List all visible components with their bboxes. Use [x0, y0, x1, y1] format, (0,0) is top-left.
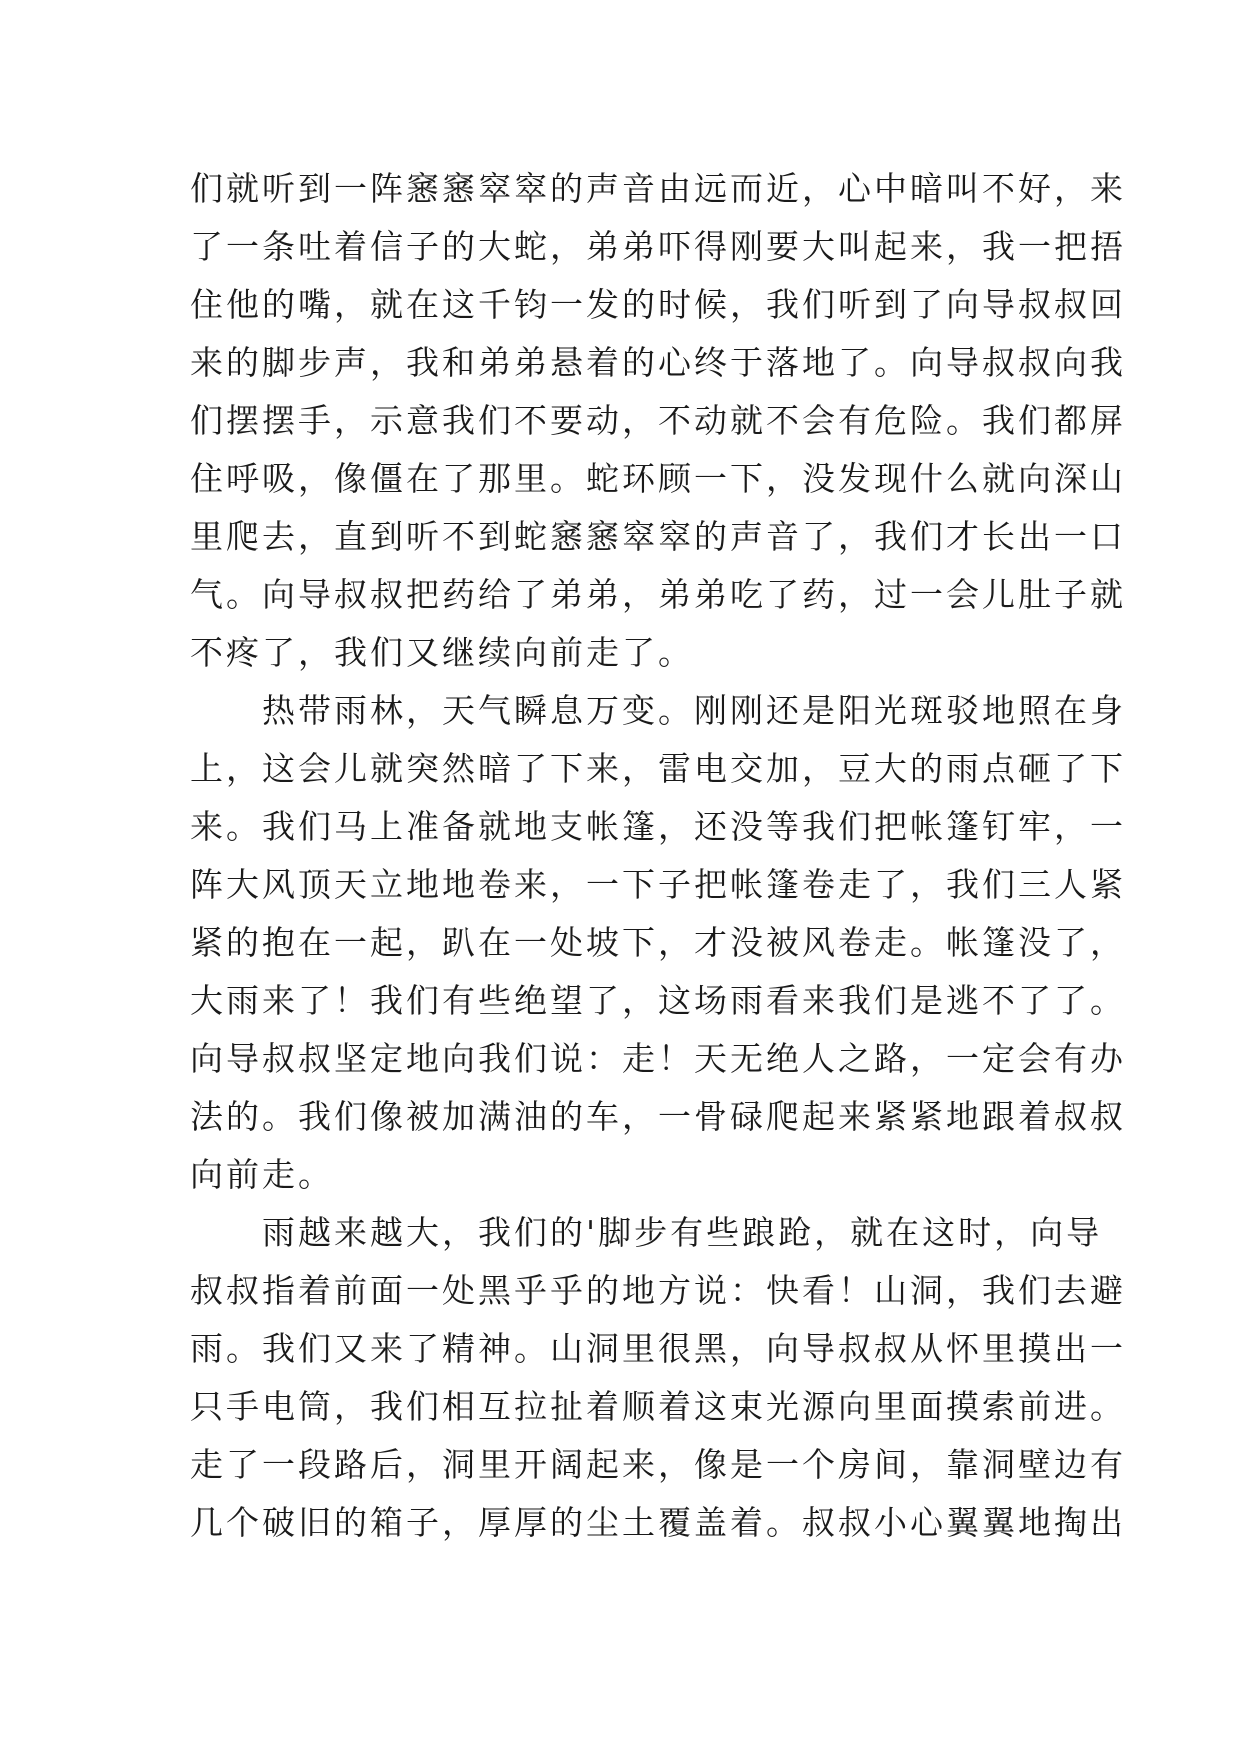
text-line: 们摆摆手，示意我们不要动，不动就不会有危险。我们都屏	[190, 401, 1126, 440]
text-line: 上，这会儿就突然暗了下来，雷电交加，豆大的雨点砸了下	[190, 749, 1126, 788]
text-line: 住呼吸，像僵在了那里。蛇环顾一下，没发现什么就向深山	[190, 459, 1126, 498]
text-line: 热带雨林，天气瞬息万变。刚刚还是阳光斑驳地照在身	[190, 691, 1126, 730]
text-line: 雨越来越大，我们的'脚步有些踉跄，就在这时，向导	[190, 1213, 1103, 1252]
text-line: 住他的嘴，就在这千钧一发的时候，我们听到了向导叔叔回	[190, 285, 1126, 324]
text-line: 紧的抱在一起，趴在一处坡下，才没被风卷走。帐篷没了，	[190, 923, 1126, 962]
text-line: 阵大风顶天立地地卷来，一下子把帐篷卷走了，我们三人紧	[190, 865, 1126, 904]
text-line: 来的脚步声，我和弟弟悬着的心终于落地了。向导叔叔向我	[190, 343, 1126, 382]
text-line: 里爬去，直到听不到蛇窸窸窣窣的声音了，我们才长出一口	[190, 517, 1126, 556]
text-line: 向导叔叔坚定地向我们说：走！天无绝人之路，一定会有办	[190, 1039, 1126, 1078]
text-line: 气。向导叔叔把药给了弟弟，弟弟吃了药，过一会儿肚子就	[190, 575, 1126, 614]
text-line: 们就听到一阵窸窸窣窣的声音由远而近，心中暗叫不好，来	[190, 169, 1126, 208]
text-line: 法的。我们像被加满油的车，一骨碌爬起来紧紧地跟着叔叔	[190, 1097, 1126, 1136]
text-line: 叔叔指着前面一处黑乎乎的地方说：快看！山洞，我们去避	[190, 1271, 1126, 1310]
text-line: 雨。我们又来了精神。山洞里很黑，向导叔叔从怀里摸出一	[190, 1329, 1126, 1368]
text-line: 只手电筒，我们相互拉扯着顺着这束光源向里面摸索前进。	[190, 1387, 1126, 1426]
text-line: 来。我们马上准备就地支帐篷，还没等我们把帐篷钉牢，一	[190, 807, 1126, 846]
text-line: 几个破旧的箱子，厚厚的尘土覆盖着。叔叔小心翼翼地掏出	[190, 1503, 1126, 1542]
text-line: 不疼了，我们又继续向前走了。	[190, 633, 694, 672]
text-line: 向前走。	[190, 1155, 334, 1194]
text-line: 了一条吐着信子的大蛇，弟弟吓得刚要大叫起来，我一把捂	[190, 227, 1126, 266]
text-line: 走了一段路后，洞里开阔起来，像是一个房间，靠洞壁边有	[190, 1445, 1126, 1484]
text-line: 大雨来了！我们有些绝望了，这场雨看来我们是逃不了了。	[190, 981, 1126, 1020]
body-text	[190, 160, 1126, 1552]
